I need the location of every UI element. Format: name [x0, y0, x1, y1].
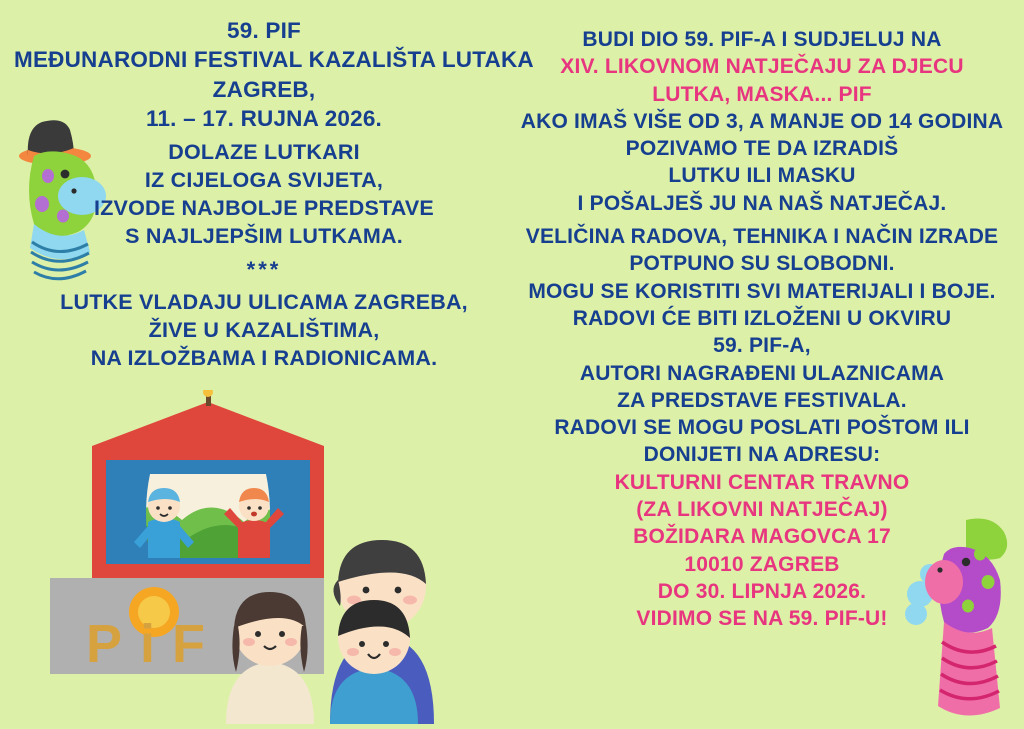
left-text-column	[14, 16, 534, 373]
right-line-1: BUDI DIO 59. PIF-A I SUDJELUJ NA	[582, 28, 942, 51]
right-line-5: POZIVAMO TE DA IZRADIŠ	[625, 137, 899, 161]
contest-title: XIV. LIKOVNOM NATJEČAJU ZA DJECU	[560, 55, 964, 79]
svg-text:F: F	[172, 614, 205, 674]
right-line-6: LUTKU ILI MASKU	[668, 164, 856, 188]
svg-text:P: P	[86, 614, 123, 674]
svg-text:i: i	[140, 614, 156, 674]
left-line-12: NA IZLOŽBAMA I RADIONICAMA.	[90, 345, 438, 370]
poster-city: ZAGREB,	[212, 76, 316, 102]
right-line-14: ZA PREDSTAVE FESTIVALA.	[617, 388, 907, 412]
address-city: 10010 ZAGREB	[684, 552, 840, 576]
right-line-16: DONIJETI NA ADRESU:	[643, 443, 881, 467]
right-line-4: AKO IMAŠ VIŠE OD 3, A MANJE OD 14 GODINA	[520, 109, 1004, 133]
right-line-9: POTPUNO SU SLOBODNI.	[629, 252, 895, 276]
poster-subtitle: MEĐUNARODNI FESTIVAL KAZALIŠTA LUTAKA	[14, 47, 534, 73]
theatre-scene	[30, 390, 490, 724]
right-line-12: 59. PIF-A,	[713, 334, 811, 358]
poster-dates: 11. – 17. RUJNA 2026.	[145, 105, 382, 131]
left-line-11: ŽIVE U KAZALIŠTIMA,	[148, 317, 380, 342]
puppet-theatre-stage-icon	[30, 390, 490, 724]
right-line-11: RADOVI ĆE BITI IZLOŽENI U OKVIRU	[572, 306, 952, 330]
decorative-separator: ***	[246, 256, 282, 282]
right-line-15: RADOVI SE MOGU POSLATI POŠTOM ILI	[554, 416, 970, 440]
left-line-8: S NAJLJEPŠIM LUTKAMA.	[125, 223, 403, 248]
left-line-10: LUTKE VLADAJU ULICAMA ZAGREBA,	[60, 289, 468, 314]
closing-line: VIDIMO SE NA 59. PIF-U!	[636, 607, 888, 631]
right-line-10: MOGU SE KORISTITI SVI MATERIJALI I BOJE.	[528, 279, 996, 303]
address-name: KULTURNI CENTAR TRAVNO	[614, 470, 910, 494]
deadline: DO 30. LIPNJA 2026.	[657, 579, 867, 603]
left-line-6: IZ CIJELOGA SVIJETA,	[144, 167, 384, 192]
right-line-13: AUTORI NAGRAĐENI ULAZNICAMA	[579, 361, 945, 385]
address-street: BOŽIDARA MAGOVCA 17	[633, 525, 891, 549]
poster-title: 59. PIF	[227, 18, 301, 43]
right-line-8: VELIČINA RADOVA, TEHNIKA I NAČIN IZRADE	[525, 225, 999, 249]
left-line-7: IZVODE NAJBOLJE PREDSTAVE	[94, 195, 434, 220]
address-note: (ZA LIKOVNI NATJEČAJ)	[636, 498, 888, 522]
right-text-column	[512, 26, 1012, 633]
right-line-7: I POŠALJEŠ JU NA NAŠ NATJEČAJ.	[577, 191, 947, 215]
contest-theme: LUTKA, MASKA... PIF	[652, 82, 872, 106]
left-line-5: DOLAZE LUTKARI	[168, 140, 360, 164]
